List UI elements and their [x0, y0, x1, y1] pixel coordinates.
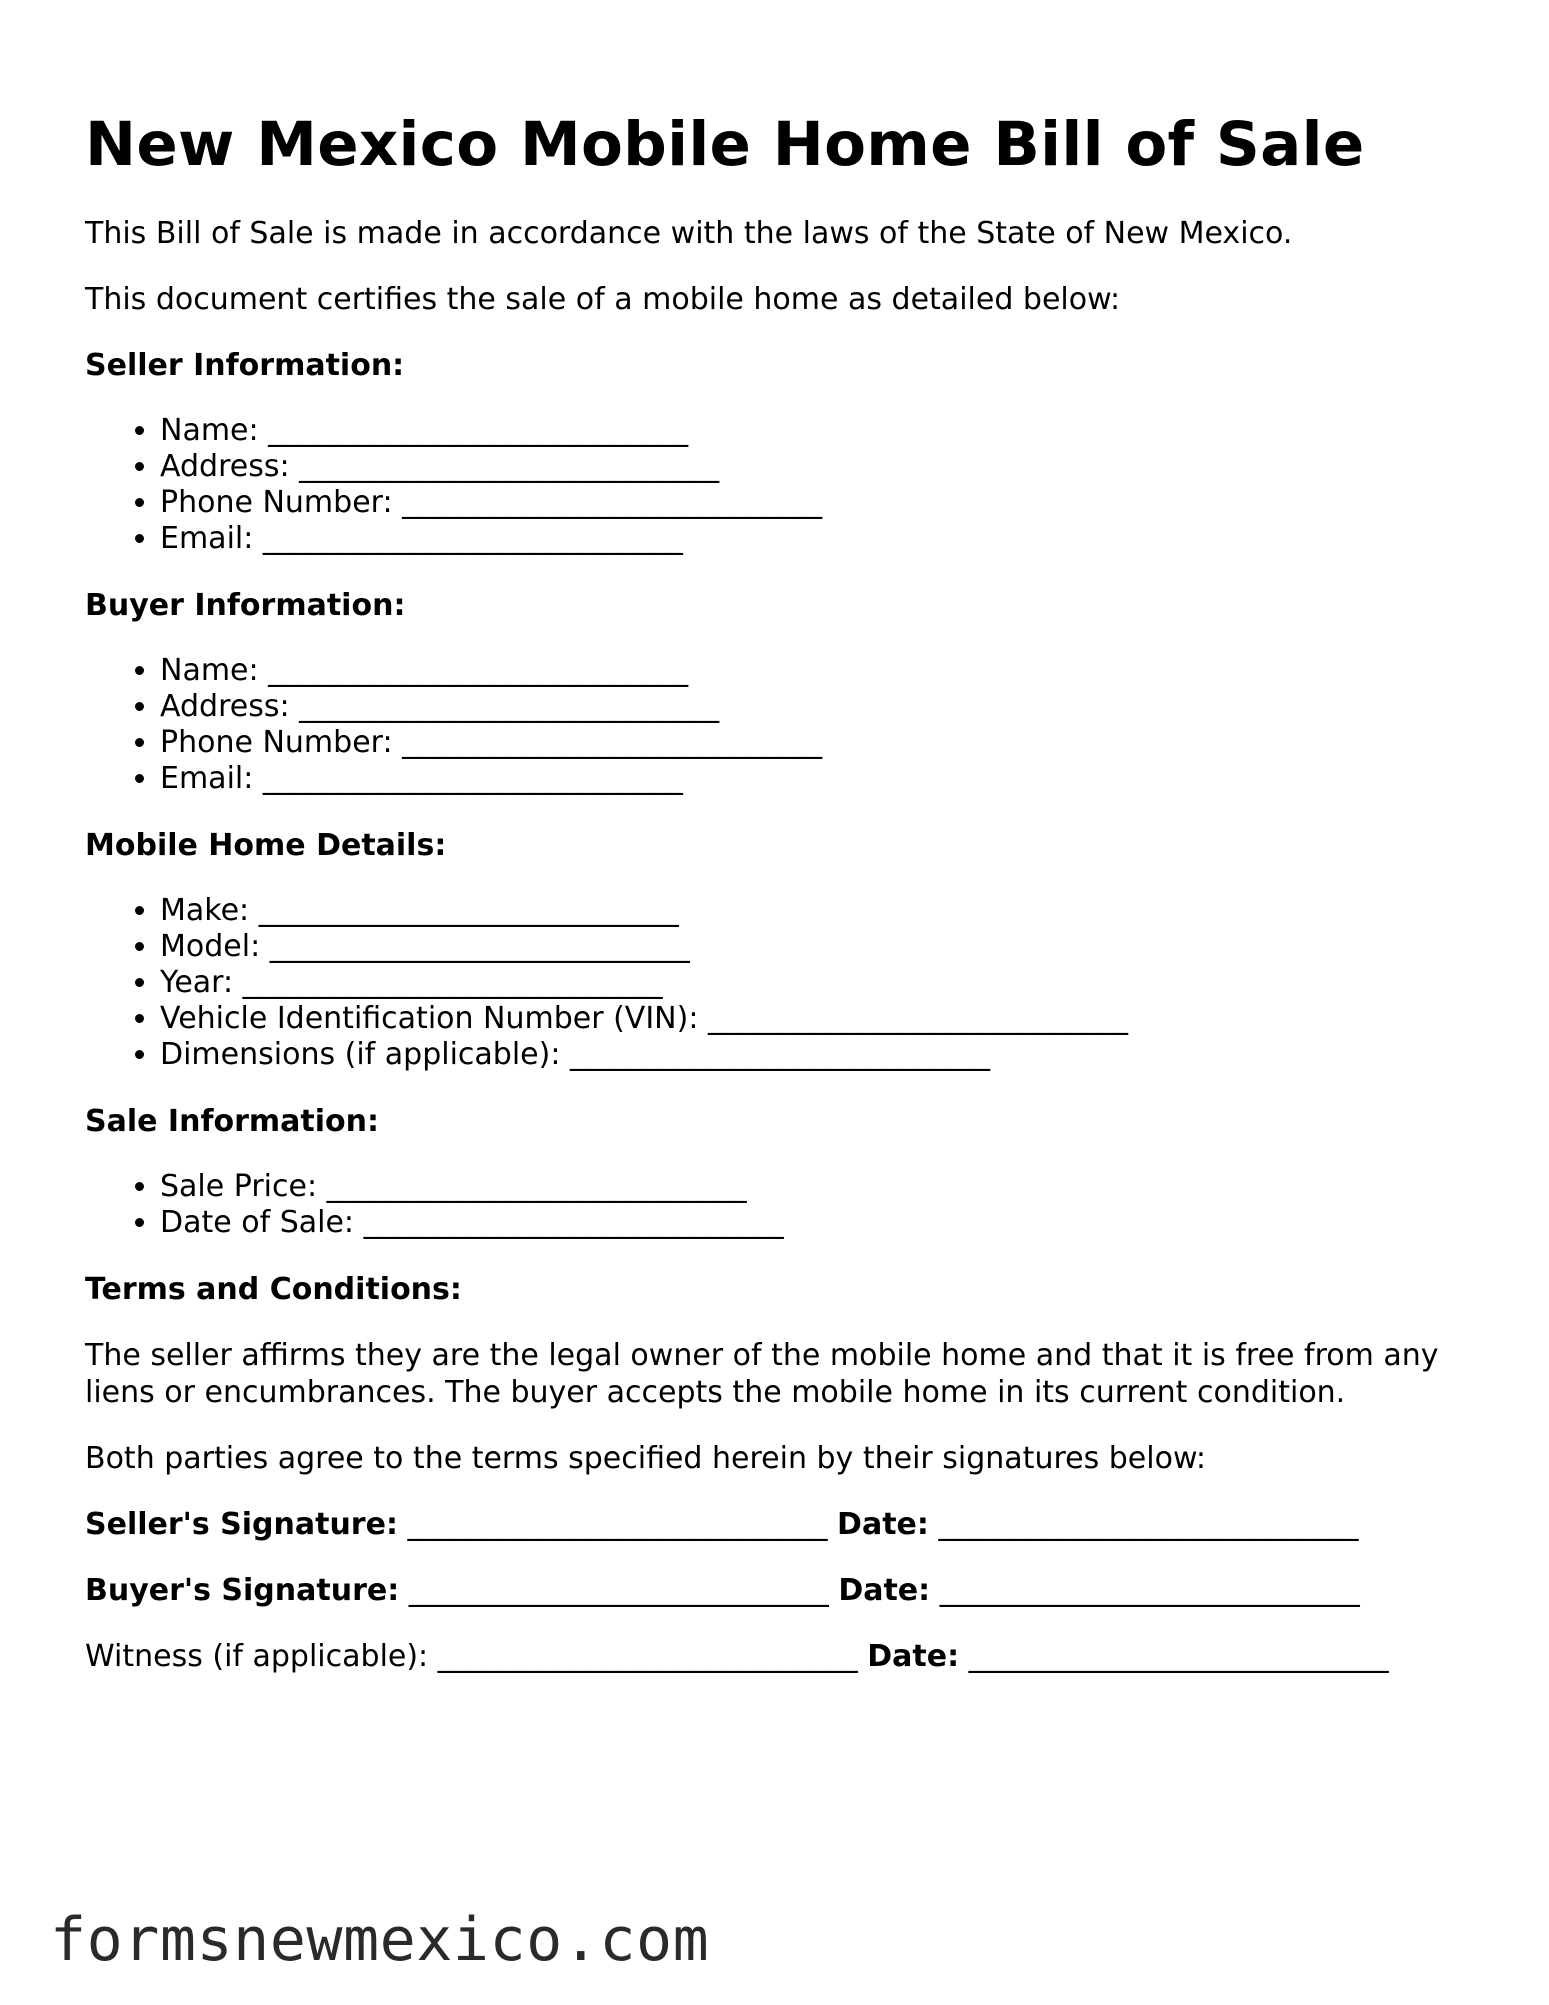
seller-phone-field[interactable]: • Phone Number: ____________________________: [160, 485, 1485, 521]
witness-date-blank[interactable]: ____________________________: [968, 1639, 1389, 1674]
sale-information-heading: Sale Information:: [85, 1104, 379, 1139]
seller-signature-label: Seller's Signature:: [85, 1507, 398, 1542]
seller-address-field[interactable]: • Address: ____________________________: [160, 449, 1485, 485]
sale-date-field[interactable]: • Date of Sale: ____________________________: [160, 1205, 1485, 1241]
site-watermark: formsnewmexico.com: [50, 1905, 710, 1975]
seller-information-list: [85, 413, 1485, 557]
buyer-signature-label: Buyer's Signature:: [85, 1573, 400, 1608]
mobile-home-details-list: [85, 893, 1485, 1073]
intro-paragraph-certifies: This document certifies the sale of a mobile home as detailed below:: [85, 282, 1121, 317]
seller-information-heading: Seller Information:: [85, 348, 405, 383]
seller-name-field[interactable]: • Name: ____________________________: [160, 413, 1485, 449]
mobile-home-details-heading: Mobile Home Details:: [85, 828, 447, 863]
terms-and-conditions-heading: Terms and Conditions:: [85, 1272, 462, 1307]
intro-paragraph-laws: This Bill of Sale is made in accordance with the laws of the State of New Mexico.: [85, 216, 1293, 251]
sale-price-field[interactable]: • Sale Price: ____________________________: [160, 1169, 1485, 1205]
terms-paragraph: The seller affirms they are the legal owner of the mobile home and that it is free from any liens or encumbrances. The buyer accepts the mobile home in its current condition.: [85, 1338, 1439, 1410]
buyer-information-list: [85, 653, 1485, 797]
home-vin-field[interactable]: • Vehicle Identification Number (VIN): ____________________________: [160, 1001, 1485, 1037]
agreement-paragraph: Both parties agree to the terms specified herein by their signatures below:: [85, 1441, 1206, 1476]
buyer-information-heading: Buyer Information:: [85, 588, 406, 623]
buyer-email-field[interactable]: • Email: ____________________________: [160, 761, 1485, 797]
buyer-name-field[interactable]: • Name: ____________________________: [160, 653, 1485, 689]
home-dimensions-field[interactable]: • Dimensions (if applicable): ____________________________: [160, 1037, 1485, 1073]
witness-date-label: Date:: [867, 1639, 960, 1674]
document-title: New Mexico Mobile Home Bill of Sale: [85, 109, 1365, 180]
buyer-address-field[interactable]: • Address: ____________________________: [160, 689, 1485, 725]
buyer-phone-field[interactable]: • Phone Number: ____________________________: [160, 725, 1485, 761]
seller-date-blank[interactable]: ____________________________: [938, 1507, 1359, 1542]
buyer-date-blank[interactable]: ____________________________: [939, 1573, 1360, 1608]
buyer-date-label: Date:: [838, 1573, 931, 1608]
seller-signature-line[interactable]: [85, 1506, 1485, 1543]
witness-signature-label: Witness (if applicable):: [85, 1639, 429, 1674]
witness-signature-line[interactable]: [85, 1638, 1485, 1675]
home-make-field[interactable]: • Make: ____________________________: [160, 893, 1485, 929]
sale-information-list: [85, 1169, 1485, 1241]
seller-date-label: Date:: [837, 1507, 929, 1542]
home-model-field[interactable]: • Model: ____________________________: [160, 929, 1485, 965]
home-year-field[interactable]: • Year: ____________________________: [160, 965, 1485, 1001]
bill-of-sale-document: [85, 104, 1485, 1704]
seller-email-field[interactable]: • Email: ____________________________: [160, 521, 1485, 557]
buyer-signature-line[interactable]: [85, 1572, 1485, 1609]
buyer-signature-blank[interactable]: ____________________________: [408, 1573, 829, 1608]
witness-signature-blank[interactable]: ____________________________: [437, 1639, 858, 1674]
seller-signature-blank[interactable]: ____________________________: [407, 1507, 828, 1542]
